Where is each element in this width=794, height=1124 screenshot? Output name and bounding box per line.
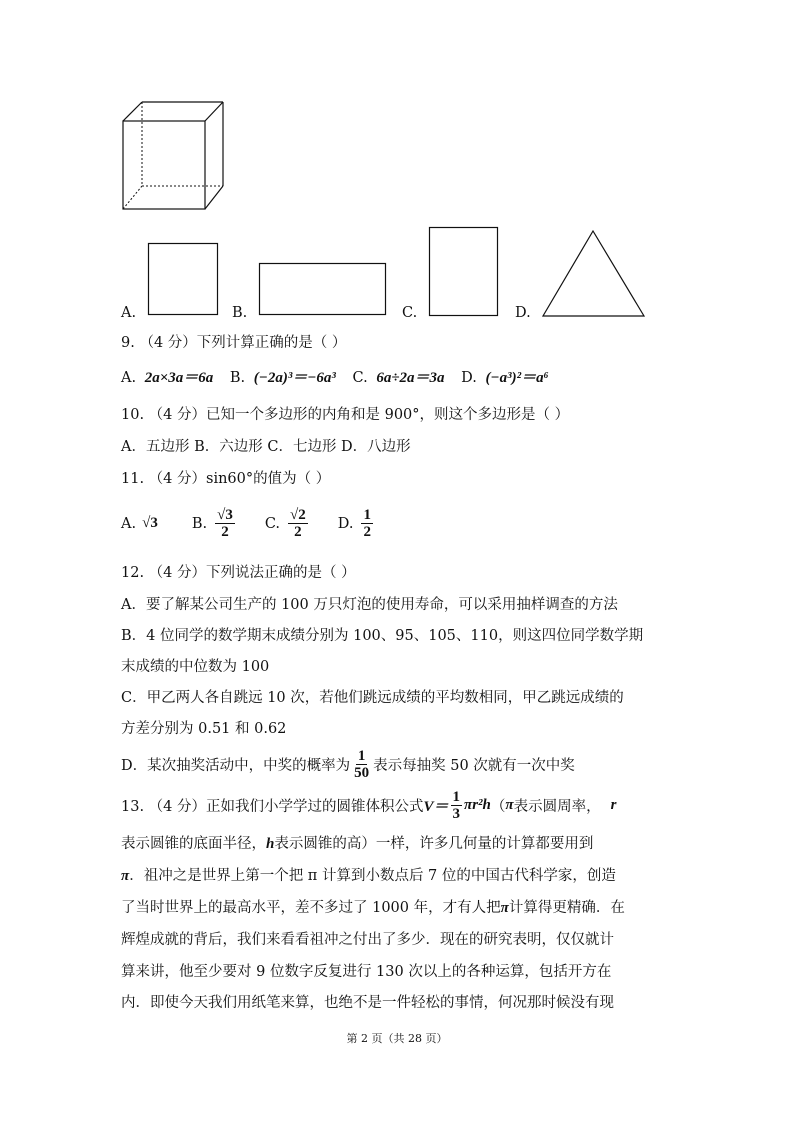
q13-l1-numerator: 1 (452, 789, 461, 805)
q10-stem: 10. （4 分）已知一个多边形的内角和是 900°，则这个多边形是（ ） (121, 407, 570, 423)
q11-a-label: A. (121, 515, 137, 532)
option-d-label: D. (515, 305, 531, 321)
q10-options: A．五边形 B．六边形 C．七边形 D．八边形 (121, 439, 411, 455)
q13-line1 (121, 789, 616, 822)
q9-stem: 9. （4 分）下列计算正确的是（ ） (121, 335, 347, 351)
q12-d-suffix: 表示每抽奖 50 次就有一次中奖 (373, 758, 575, 774)
q9-a-math: 2a×3a＝6a (144, 370, 214, 386)
q11-d-fraction (361, 507, 373, 540)
q11-b-denominator: 2 (221, 524, 229, 540)
q12-option-b-line1: B．4 位同学的数学期末成绩分别为 100、95、105、110，则这四位同学数学期 (121, 628, 644, 644)
q13-l3-pi: π (121, 868, 130, 884)
q9-d-label: D. (461, 370, 477, 386)
q9-a-label: A. (121, 370, 137, 386)
q13-line6: 算来讲，他至少要对 9 位数字反复进行 130 次以上的各种运算，包括开方在 (121, 964, 612, 980)
q11-stem: 11. （4 分）sin60°的值为（ ） (121, 471, 331, 487)
q13-l1-formula: πr²h (464, 797, 491, 813)
q13-l2-suffix: 表示圆锥的高）一样，许多几何量的计算都要用到 (274, 836, 594, 852)
q13-line3 (121, 866, 616, 886)
q11-d-denominator: 2 (363, 524, 371, 540)
q11-b-numerator: √3 (217, 507, 233, 523)
q9-b-label: B. (229, 370, 246, 386)
q9-options (121, 366, 549, 390)
q13-l2-h: h (266, 836, 275, 852)
q13-l1-suffix: 表示圆周率， (513, 799, 601, 815)
q12-option-c-line1: C．甲乙两人各自跳远 10 次，若他们跳远成绩的平均数相同，甲乙跳远成绩的 (121, 690, 624, 706)
q13-l4-prefix: 了当时世界上的最高水平，差不多过了 1000 年，才有人把 (121, 900, 501, 916)
q13-l1-r: r (610, 797, 617, 813)
q13-l1-fraction (451, 789, 463, 822)
q12-d-prefix: D．某次抽奖活动中，中奖的概率为 (121, 758, 351, 774)
q11-d-numerator: 1 (363, 507, 371, 523)
q13-line5: 辉煌成就的背后，我们来看看祖冲之付出了多少．现在的研究表明，仅仅就计 (121, 932, 614, 948)
option-b-rectangle (259, 263, 388, 317)
q11-b-label: B. (191, 515, 208, 532)
option-a-label: A. (121, 305, 137, 321)
q13-l1-prefix: 13. （4 分）正如我们小学学过的圆锥体积公式 (121, 799, 424, 815)
q13-l2-prefix: 表示圆锥的底面半径， (121, 836, 266, 852)
page-footer: 第 2 页（共 28 页） (346, 1032, 448, 1045)
q12-d-fraction (352, 748, 371, 781)
q11-d-label: D. (337, 515, 354, 532)
q9-b-math: (−2a)³＝−6a³ (253, 370, 336, 386)
option-b-label: B. (232, 305, 248, 321)
q11-c-label: C. (264, 515, 281, 532)
q13-l1-pi: π (505, 797, 514, 813)
q9-d-math: (−a³)²＝a⁶ (485, 370, 549, 386)
q13-l4-pi: π (500, 900, 509, 916)
q9-c-label: C. (352, 370, 368, 386)
q11-a-math: √3 (142, 515, 158, 531)
q12-option-d (121, 748, 575, 781)
option-a-square (148, 243, 220, 317)
q11-b-fraction (215, 507, 235, 540)
q13-line2 (121, 834, 593, 854)
cube-figure (118, 98, 228, 214)
q11-c-fraction (288, 507, 308, 540)
q12-option-a: A．要了解某公司生产的 100 万只灯泡的使用寿命，可以采用抽样调查的方法 (121, 597, 618, 613)
q13-l4-suffix: 计算得更精确．在 (508, 900, 625, 916)
q13-l1-denominator: 3 (452, 806, 461, 822)
q12-stem: 12. （4 分）下列说法正确的是（ ） (121, 565, 356, 581)
q12-option-b-line2: 末成绩的中位数为 100 (121, 659, 270, 675)
q13-line7: 内．即使今天我们用纸笔来算，也绝不是一件轻松的事情，何况那时候没有现 (121, 995, 614, 1011)
q11-c-numerator: √2 (290, 507, 306, 523)
option-c-tall-rectangle (429, 227, 500, 318)
q13-l1-v: V＝ (423, 799, 449, 815)
q9-c-math: 6a÷2a＝3a (376, 370, 445, 386)
option-d-triangle (542, 230, 646, 318)
q12-d-denominator: 50 (354, 765, 370, 781)
q13-line4 (121, 898, 625, 918)
q12-d-numerator: 1 (357, 748, 366, 764)
option-c-label: C. (402, 305, 418, 321)
q13-l1-open-paren: （ (490, 799, 506, 815)
q11-c-denominator: 2 (294, 524, 302, 540)
q11-options (121, 507, 375, 540)
q12-option-c-line2: 方差分别为 0.51 和 0.62 (121, 721, 287, 737)
q13-l3-text: ．祖冲之是世界上第一个把 π 计算到小数点后 7 位的中国古代科学家，创造 (129, 868, 616, 884)
